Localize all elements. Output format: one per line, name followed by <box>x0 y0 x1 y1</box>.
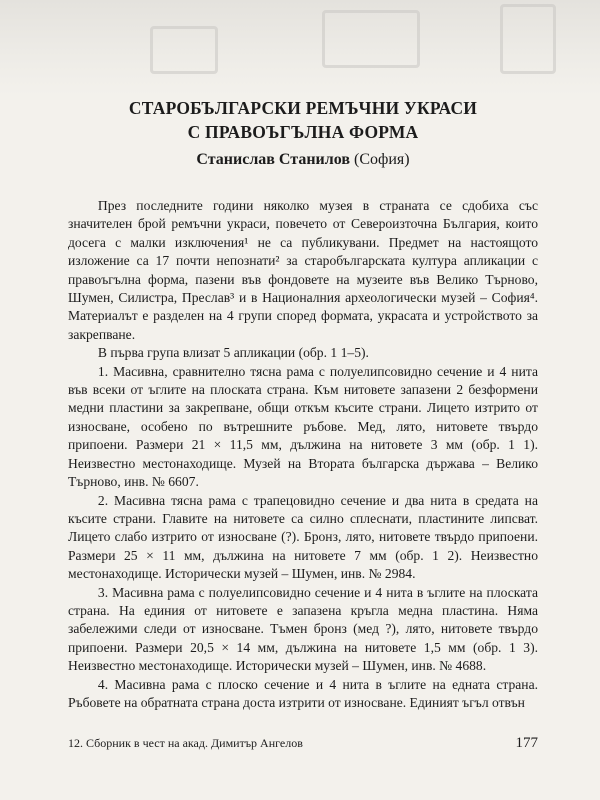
article-title-line-1: СТАРОБЪЛГАРСКИ РЕМЪЧНИ УКРАСИ <box>128 98 478 118</box>
footer-book-title: 12. Сборник в чест на акад. Димитър Ангелов <box>68 736 303 750</box>
paragraph: В първа група влизат 5 апликации (обр. 1 1–5). <box>97 345 369 361</box>
paragraph: 1. Масивна, сравнително тясна рама с полуелипсовидно сечение и 4 нита във всеки от ъглите на плоската страна. Към нитовете запазени 2 безформени медни пластини за закрепване, общи откъм късите страни. Лицето изтрито от износване, особено по вътрешните ръбове. Мед, лято, нитовете твърдо припоени. Размери 21 × 11,5 мм, дължина на нитовете 3 мм (обр. 1 1). Неизвестно местонаходище. Музей на Втората българска държава – Велико Търново, инв. № 6607. <box>68 363 538 490</box>
paragraph: През последните години няколко музея в страната се сдобиха със значителен брой ремъчни украси, повечето от Североизточна България, които досега с малки изключения¹ не са публикувани. Предмет на настоящото изложение са 17 почти непознати² за старобългарската култура апликации с правоъгълна форма, пазени във фондовете на музеите във Велико Търново, Шумен, Силистра, Преслав³ и в Националния археологически музей – София⁴. Материалът е разделен на 4 групи според формата, украсата и устройството за закрепване. <box>68 198 538 342</box>
paragraph: 3. Масивна рама с полуелипсовидно сечение и 4 нита в ъглите на плоската страна. На единия от нитовете е запазена кръгла медна пластина. Няма забележими следи от износване. Тъмен бронз (мед ?), лято, нитовете твърдо припоени. Размери 20,5 × 14 мм, дължина на нитовете 1,5 мм (обр. 1 3). Неизвестно местонаходище. Исторически музей – Шумен, инв. № 4688. <box>68 584 538 674</box>
article <box>68 96 538 712</box>
author-name: Станислав Станилов <box>196 151 350 168</box>
page-footer <box>68 735 538 752</box>
bleed-through-area <box>0 0 600 96</box>
bleed-through-figure <box>500 4 556 74</box>
article-body <box>68 197 538 712</box>
paragraph: 2. Масивна тясна рама с трапецовидно сечение и два нита в средата на късите страни. Главите на нитовете са силно сплеснати, пластините липсват. Лицето слабо изтрито от износване (?). Бронз, лято, нитовете твърдо припоени. Размери 25 × 11 мм, дължина на нитовете 7 мм (обр. 1 2). Неизвестно местонаходище. Исторически музей – Шумен, инв. № 2984. <box>68 492 538 582</box>
paragraph: 4. Масивна рама с плоско сечение и 4 нита в ъглите на едната страна. Ръбовете на обратната страна доста изтрити от износване. Единият ъгъл отвън <box>68 676 538 710</box>
bleed-through-figure <box>150 26 218 74</box>
bleed-through-figure <box>322 10 420 68</box>
author-place: (София) <box>353 151 410 168</box>
page-number: 177 <box>515 735 538 751</box>
article-title-line-2: С ПРАВОЪГЪЛНА ФОРМА <box>187 122 419 142</box>
article-title <box>68 96 538 144</box>
author-line <box>68 151 538 169</box>
